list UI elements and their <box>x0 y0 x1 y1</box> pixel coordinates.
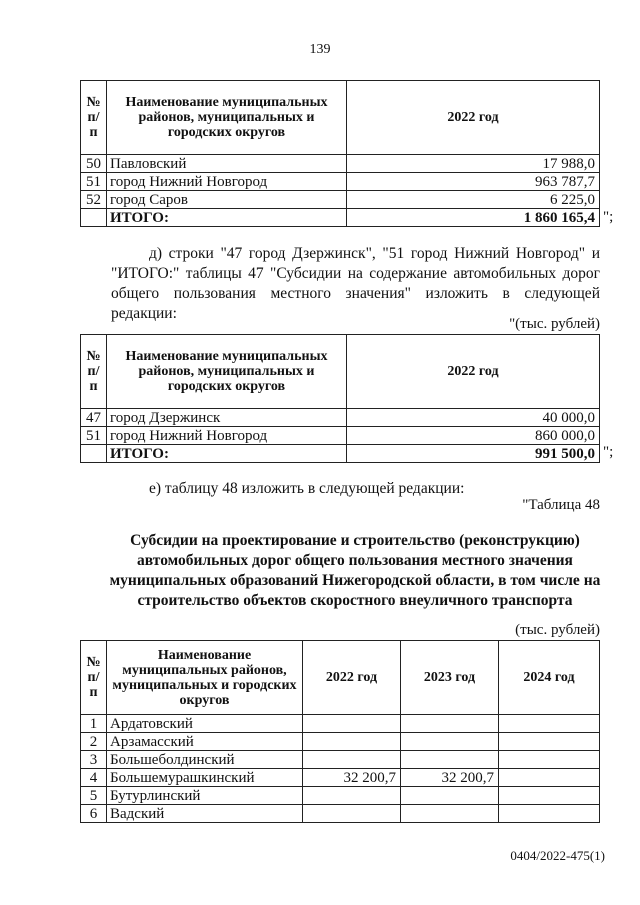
table-row: 2 Арзамасский <box>81 733 600 751</box>
paragraph-d: д) строки "47 город Дзержинск", "51 город Нижний Новгород" и "ИТОГО:" таблицы 47 "Субсидии на содержание автомобильных дорог общего пользования местного значения" изложить в следующей редакции: <box>111 245 600 322</box>
header-num: № п/п <box>81 335 107 409</box>
header-2022: 2022 год <box>347 81 600 155</box>
header-name: Наименование муниципальных районов, муниципальных и городских округов <box>107 641 303 715</box>
table-2 <box>80 334 600 463</box>
table-row: 51 город Нижний Новгород 963 787,7 <box>81 173 600 191</box>
table-row: 4 Большемурашкинский 32 200,7 32 200,7 <box>81 769 600 787</box>
total-row: ИТОГО: 1 860 165,4 <box>81 209 600 227</box>
header-name: Наименование муниципальных районов, муниципальных и городских округов <box>107 81 347 155</box>
table-2-closing-quote: "; <box>603 444 614 460</box>
header-2022: 2022 год <box>347 335 600 409</box>
table-row: 50 Павловский 17 988,0 <box>81 155 600 173</box>
total-row: ИТОГО: 991 500,0 <box>81 445 600 463</box>
unit-label-2: (тыс. рублей) <box>515 622 600 638</box>
page-number: 139 <box>309 42 331 57</box>
table-row: 5 Бутурлинский <box>81 787 600 805</box>
header-num: № п/п <box>81 641 107 715</box>
table-row: 47 город Дзержинск 40 000,0 <box>81 409 600 427</box>
table-48-title: Субсидии на проектирование и строительство (реконструкцию) автомобильных дорог общего пользования местного значения муниципальных образований Нижегородской области, в том числе на строительство объектов скоростного внеуличного транспорта <box>109 532 601 609</box>
header-2024: 2024 год <box>499 641 600 715</box>
table-row: 1 Ардатовский <box>81 715 600 733</box>
header-2023: 2023 год <box>401 641 499 715</box>
header-name: Наименование муниципальных районов, муниципальных и городских округов <box>107 335 347 409</box>
table-1-closing-quote: "; <box>603 209 614 225</box>
header-2022: 2022 год <box>303 641 401 715</box>
table-row: 51 город Нижний Новгород 860 000,0 <box>81 427 600 445</box>
document-code: 0404/2022-475(1) <box>510 848 605 863</box>
paragraph-e: е) таблицу 48 изложить в следующей редакции: <box>149 480 465 497</box>
table-row: 52 город Саров 6 225,0 <box>81 191 600 209</box>
table-48-reference: "Таблица 48 <box>522 497 600 513</box>
table-3 <box>80 640 600 823</box>
table-row: 3 Большеболдинский <box>81 751 600 769</box>
header-num: № п/п <box>81 81 107 155</box>
table-row: 6 Вадский <box>81 805 600 823</box>
table-1 <box>80 80 600 227</box>
unit-label-1: "(тыс. рублей) <box>509 316 600 332</box>
